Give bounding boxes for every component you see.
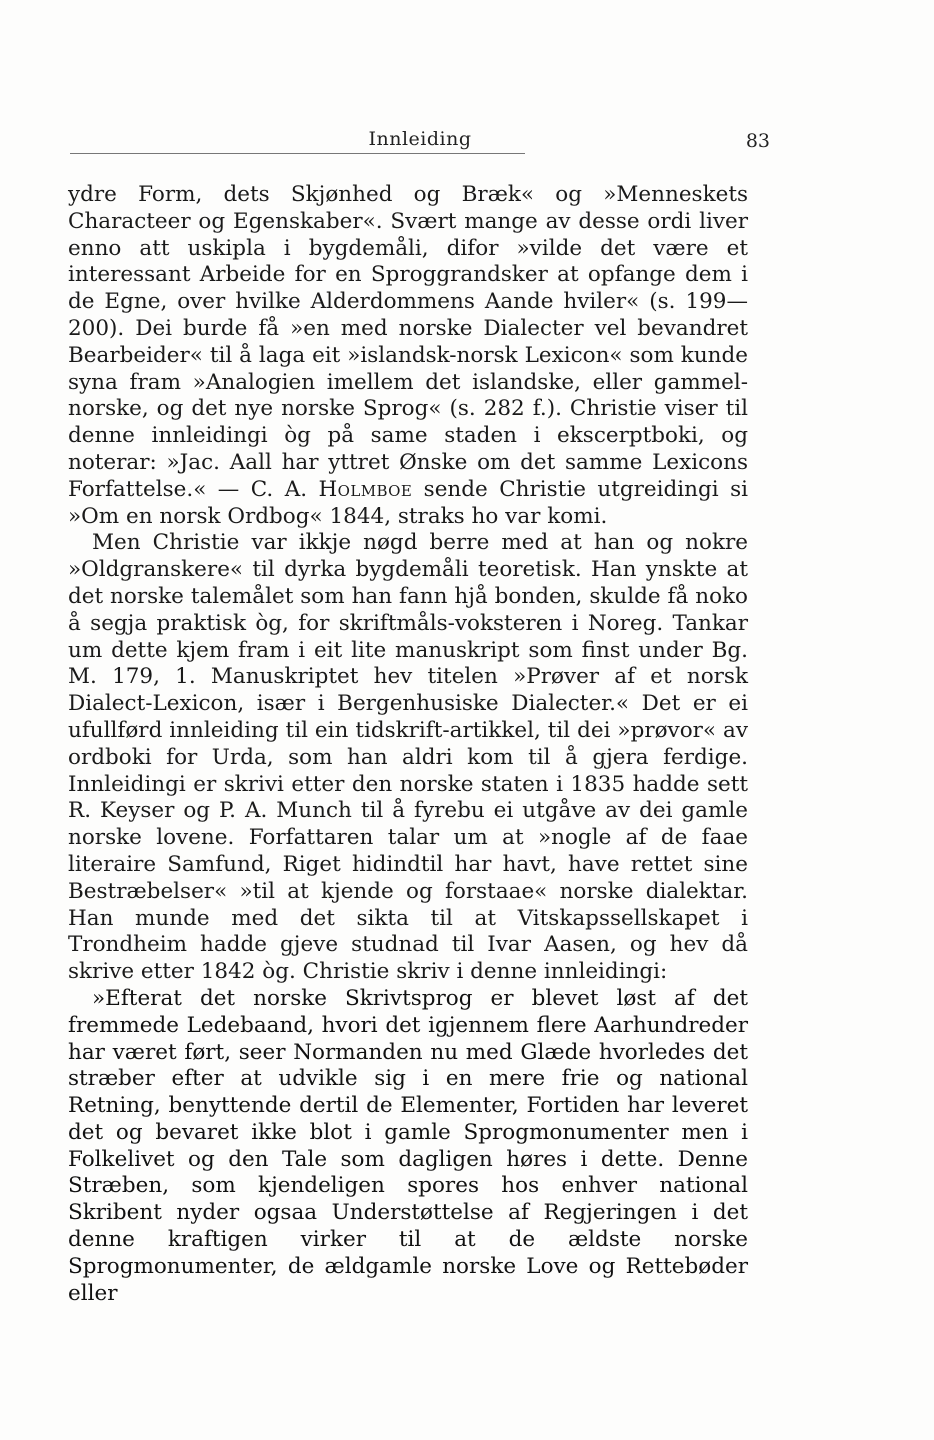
header-rule [70,153,525,154]
paragraph-1-text-after: sende Christie utgreidingi si »Om en norsk Ordbog« 1844, straks ho var komi. [68,476,748,529]
paragraph-1 [68,182,748,530]
page-number: 83 [745,130,770,152]
running-title: Innleiding [368,128,472,150]
body-text [68,182,748,1307]
paragraph-2: Men Christie var ikkje nøgd berre med at han og nokre »Oldgranskere« til dyrka bygdemåli teoretisk. Han ynskte at det norske talemålet som han fann hjå bonden, skulde få noko å segja praktisk òg, for skriftmåls-voksteren i Noreg. Tankar um dette kjem fram i eit lite manuskript som finst under Bg. M. 179, 1. Manuskriptet hev titelen »Prøver af et norsk Dialect-Lexicon, især i Bergenhusiske Dialecter.« Det er ei ufullførd innleiding til ein tidskrift-artikkel, til dei »prøvor« av ordboki for Urda, som han aldri kom til å gjera ferdige. Innleidingi er skrivi etter den norske staten i 1835 hadde sett R. Keyser og P. A. Munch til å fyrebu ei utgåve av dei gamle norske lovene. Forfattaren talar um at »nogle af de faae literaire Samfund, Riget hidindtil har havt, have rettet sine Bestræbelser« »til at kjende og forstaae« norske dialektar. Han munde med det sikta til at Vitskapssellskapet i Trondheim hadde gjeve studnad til Ivar Aasen, og hev då skrive etter 1842 òg. Christie skriv i denne innleidingi: [68,530,748,985]
paragraph-1-text-before: ydre Form, dets Skjønhed og Bræk« og »Menneskets Characteer og Egenskaber«. Svært mange av desse ordi liver enno att uskipla i bygdemåli, difor »vilde det være et interessant Arbeide for en Sproggrandsker at opfange dem i de Egne, over hvilke Alderdommens Aande hviler« (s. 199—200). Dei burde få »en med norske Dialecter vel bevandret Bearbeider« til å laga eit »islandsk-norsk Lexicon« som kunde syna fram »Analogien imellem det islandske, eller gammel-norske, og det nye norske Sprog« (s. 282 f.). Christie viser til denne innleidingi òg på same staden i ekscerptboki, og noterar: »Jac. Aall har yttret Ønske om det samme Lexicons Forfattelse.« — C. A. [68,182,748,502]
author-name-smallcaps: Holmboe [318,476,413,502]
paragraph-3-quotation: »Efterat det norske Skrivtsprog er blevet løst af det fremmede Ledebaand, hvori det igjennem flere Aarhundreder har været ført, seer Normanden nu med Glæde hvorledes det stræber efter at udvikle sig i en mere frie og national Retning, benyttende dertil de Elementer, Fortiden har leveret det og bevaret ikke blot i gamle Sprogmonumenter men i Folkelivet og den Tale som dagligen høres i dette. Denne Stræben, som kjendeligen spores hos enhver national Skribent nyder ogsaa Understøttelse af Regjeringen i det denne kraftigen virker til at de ældste norske Sprogmonumenter, de ældgamle norske Love og Rettebøder eller [68,985,748,1306]
